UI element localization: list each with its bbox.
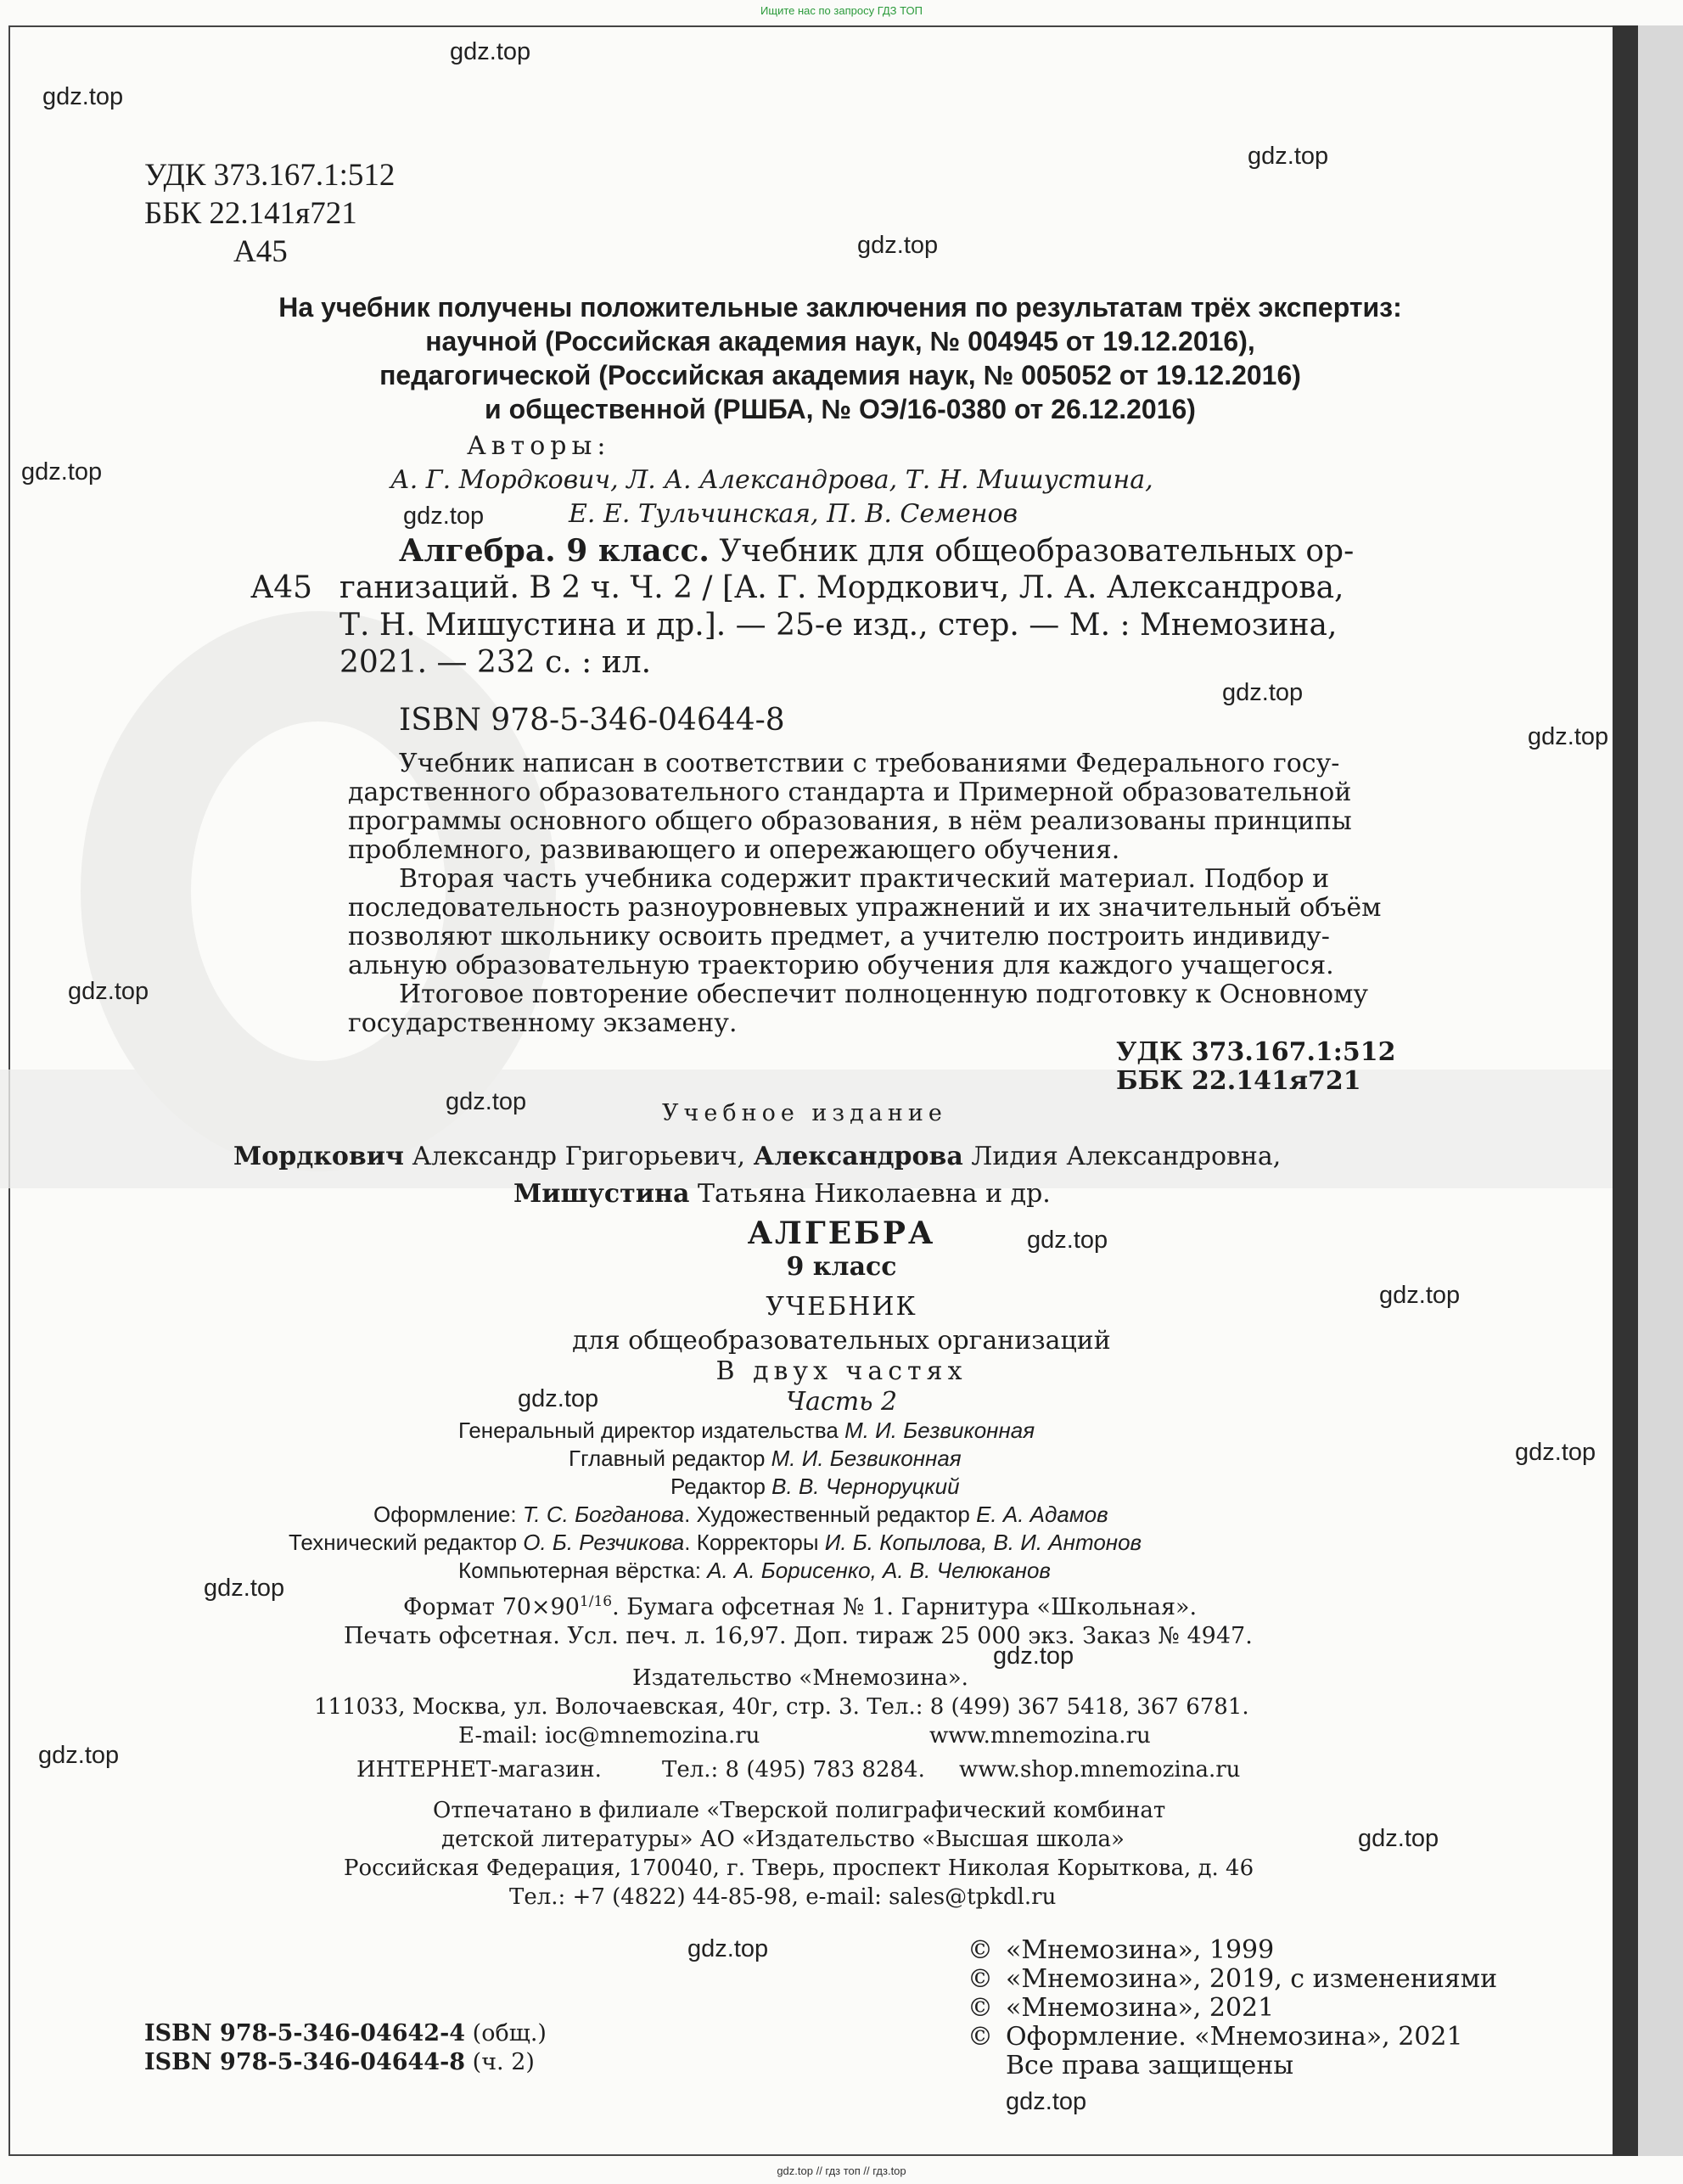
format-text: . Бумага офсетная № 1. Гарнитура «Школьная».: [612, 1594, 1198, 1620]
isbn-line: [144, 2049, 535, 2075]
isbn: ISBN 978-5-346-04644-8: [399, 703, 785, 738]
bbk-right: ББК 22.141я721: [1116, 1066, 1361, 1096]
staff-role: Генеральный директор издательства: [458, 1418, 845, 1443]
names-line: [233, 1142, 1281, 1171]
annotation-line: государственному экзамену.: [348, 1008, 738, 1038]
isbn-line: [144, 2020, 547, 2046]
isbn-note: (ч. 2): [465, 2049, 535, 2075]
staff-role: . Корректоры: [684, 1530, 825, 1555]
copyright-line: «Мнемозина», 2019, с изменениями: [1006, 1964, 1498, 1994]
biblio-line: ганизаций. В 2 ч. Ч. 2 / [А. Г. Мордкович, Л. А. Александрова,: [339, 570, 1344, 605]
watermark: gdz.top: [993, 1642, 1074, 1670]
book-spine-shadow: [1613, 25, 1638, 2156]
printer-line: Российская Федерация, 170040, г. Тверь, проспект Николая Корыткова, д. 46: [344, 1856, 1254, 1881]
author-surname: Александрова: [753, 1142, 963, 1171]
author-name: Лидия Александровна,: [962, 1142, 1282, 1171]
expertise-line: и общественной (РШБА, № ОЭ/16-0380 от 26.12.2016): [485, 394, 1196, 424]
printer-line: детской литературы» АО «Издательство «Высшая школа»: [441, 1827, 1125, 1852]
annotation-line: позволяют школьнику освоить предмет, а учителю построить индивиду-: [348, 922, 1330, 952]
annotation-line: Итоговое повторение обеспечит полноценную подготовку к Основному: [399, 980, 1369, 1009]
isbn-number: ISBN 978-5-346-04642-4: [144, 2020, 466, 2046]
book-type: УЧЕБНИК: [766, 1292, 917, 1322]
annotation-line: Учебник написан в соответствии с требованиями Федерального госу-: [399, 749, 1340, 778]
biblio-line: 2021. — 232 с. : ил.: [339, 645, 652, 680]
author-surname: Мордкович: [233, 1142, 404, 1171]
staff-role: Оформление:: [373, 1502, 523, 1527]
staff-name: М. И. Безвиконная: [771, 1446, 962, 1471]
expertise-line: научной (Российская академия наук, № 004945 от 19.12.2016),: [425, 326, 1255, 357]
book-part: Часть 2: [785, 1387, 898, 1417]
format-line: Печать офсетная. Усл. печ. л. 16,97. Доп. тираж 25 000 экз. Заказ № 4947.: [344, 1623, 1253, 1649]
staff-role: Компьютерная вёрстка:: [458, 1558, 708, 1583]
watermark: gdz.top: [1379, 1282, 1461, 1309]
authors-line: А. Г. Мордкович, Л. А. Александрова, Т. Н. Мишустина,: [390, 465, 1153, 495]
copyright-symbol: ©: [968, 1993, 993, 2023]
copyright-symbol: ©: [968, 1935, 993, 1965]
biblio-code: А45: [250, 570, 313, 605]
watermark: gdz.top: [1248, 143, 1329, 170]
book-title: Алгебра. 9 класс.: [399, 533, 710, 569]
watermark: gdz.top: [1358, 1825, 1439, 1852]
staff-name: Е. А. Адамов: [976, 1502, 1108, 1527]
staff-line: [289, 1530, 1142, 1556]
watermark: gdz.top: [21, 458, 103, 486]
expertise-line: педагогической (Российская академия наук, № 005052 от 19.12.2016): [379, 360, 1301, 390]
authors-heading: Авторы:: [467, 431, 611, 461]
copyright-line: «Мнемозина», 1999: [1006, 1935, 1275, 1965]
watermark: gdz.top: [403, 502, 485, 530]
copyright-symbol: ©: [968, 1964, 993, 1994]
annotation-line: Вторая часть учебника содержит практический материал. Подбор и: [399, 864, 1330, 894]
staff-name: И. Б. Копылова, В. И. Антонов: [824, 1530, 1142, 1555]
format-fraction: 1/16: [579, 1593, 613, 1610]
copyright-symbol: ©: [968, 2022, 993, 2052]
staff-name: В. В. Черноруцкий: [771, 1474, 960, 1499]
watermark: gdz.top: [68, 978, 149, 1005]
author-name: Татьяна Николаевна и др.: [689, 1179, 1051, 1209]
staff-role: Технический редактор: [289, 1530, 524, 1555]
publisher-site: www.mnemozina.ru: [929, 1723, 1151, 1749]
names-line: [513, 1179, 1051, 1209]
watermark: gdz.top: [1006, 2088, 1087, 2115]
staff-line: [373, 1502, 1108, 1528]
publisher-email: E-mail: ioc@mnemozina.ru: [458, 1723, 760, 1749]
shop-label: ИНТЕРНЕТ-магазин.: [356, 1757, 602, 1783]
annotation-line: дарственного образовательного стандарта и Примерной образовательной: [348, 778, 1352, 807]
copyright-line: Все права защищены: [1006, 2051, 1294, 2080]
watermark: gdz.top: [518, 1385, 599, 1412]
watermark: gdz.top: [450, 38, 531, 65]
isbn-note: (общ.): [465, 2020, 547, 2046]
expertise-block: [119, 290, 1562, 426]
udk-code: УДК 373.167.1:512: [144, 158, 396, 193]
staff-line: [458, 1418, 1035, 1444]
watermark: gdz.top: [1222, 679, 1304, 706]
author-sign: А45: [233, 234, 288, 269]
staff-line: [458, 1558, 1051, 1584]
book-subject: АЛГЕБРА: [747, 1216, 936, 1251]
biblio-text: Учебник для общеобразовательных ор-: [709, 534, 1355, 569]
annotation-line: альную образовательную траекторию обучения для каждого учащегося.: [348, 951, 1334, 980]
staff-role: Редактор: [670, 1474, 772, 1499]
expertise-line: На учебник получены положительные заключения по результатам трёх экспертиз:: [278, 292, 1402, 323]
biblio-line: Т. Н. Мишустина и др.]. — 25-е изд., стер. — М. : Мнемозина,: [339, 608, 1338, 643]
staff-name: М. И. Безвиконная: [844, 1418, 1035, 1443]
author-name: Александр Григорьевич,: [403, 1142, 754, 1171]
annotation-line: последовательность разноуровневых упражнений и их значительный объём: [348, 893, 1382, 923]
watermark: gdz.top: [204, 1575, 285, 1602]
shop-site: www.shop.mnemozina.ru: [959, 1757, 1241, 1783]
staff-name: О. Б. Резчикова: [523, 1530, 685, 1555]
book-parts: В двух частях: [715, 1356, 968, 1386]
watermark: gdz.top: [857, 232, 939, 259]
printer-line: Отпечатано в филиале «Тверской полиграфический комбинат: [433, 1798, 1166, 1823]
shop-phone: Тел.: 8 (495) 783 8284.: [662, 1757, 925, 1783]
publisher-address: 111033, Москва, ул. Волочаевская, 40г, стр. 3. Тел.: 8 (499) 367 5418, 367 6781.: [314, 1694, 1249, 1720]
annotation-line: проблемного, развивающего и опережающего обучения.: [348, 835, 1120, 865]
bottom-note: gdz.top // гдз топ // гдз.top: [777, 2164, 906, 2177]
publisher-name: Издательство «Мнемозина».: [632, 1665, 968, 1691]
staff-role: . Художественный редактор: [684, 1502, 977, 1527]
watermark: gdz.top: [446, 1088, 527, 1115]
bbk-code: ББК 22.141я721: [144, 196, 357, 231]
format-text: Формат 70×90: [403, 1594, 580, 1620]
book-grade: 9 класс: [786, 1252, 897, 1282]
watermark: gdz.top: [1027, 1227, 1108, 1254]
watermark: gdz.top: [42, 83, 124, 110]
copyright-line: Оформление. «Мнемозина», 2021: [1006, 2022, 1463, 2052]
format-line: [403, 1593, 1197, 1620]
watermark: gdz.top: [38, 1742, 120, 1769]
watermark: gdz.top: [687, 1935, 769, 1962]
biblio-line: [399, 533, 1354, 569]
book-edge: [1638, 25, 1683, 2156]
staff-role: Гглавный редактор: [569, 1446, 771, 1471]
book-audience: для общеобразовательных организаций: [572, 1326, 1111, 1356]
annotation-line: программы основного общего образования, в нём реализованы принципы: [348, 806, 1352, 836]
staff-name: Т. С. Богданова: [522, 1502, 685, 1527]
isbn-number: ISBN 978-5-346-04644-8: [144, 2049, 466, 2075]
top-note: Ищите нас по запросу ГДЗ ТОП: [760, 4, 923, 17]
staff-line: [670, 1474, 960, 1500]
copyright-line: «Мнемозина», 2021: [1006, 1993, 1275, 2023]
staff-name: А. А. Борисенко, А. В. Челюканов: [707, 1558, 1051, 1583]
udk-right: УДК 373.167.1:512: [1116, 1037, 1396, 1067]
watermark: gdz.top: [1515, 1439, 1596, 1466]
edition-type: Учебное издание: [662, 1100, 947, 1126]
author-surname: Мишустина: [513, 1179, 690, 1209]
staff-line: [569, 1446, 962, 1472]
printer-line: Тел.: +7 (4822) 44-85-98, e-mail: sales@tpkdl.ru: [509, 1884, 1057, 1910]
authors-line: Е. Е. Тульчинская, П. В. Семенов: [569, 499, 1018, 529]
watermark: gdz.top: [1528, 723, 1609, 750]
